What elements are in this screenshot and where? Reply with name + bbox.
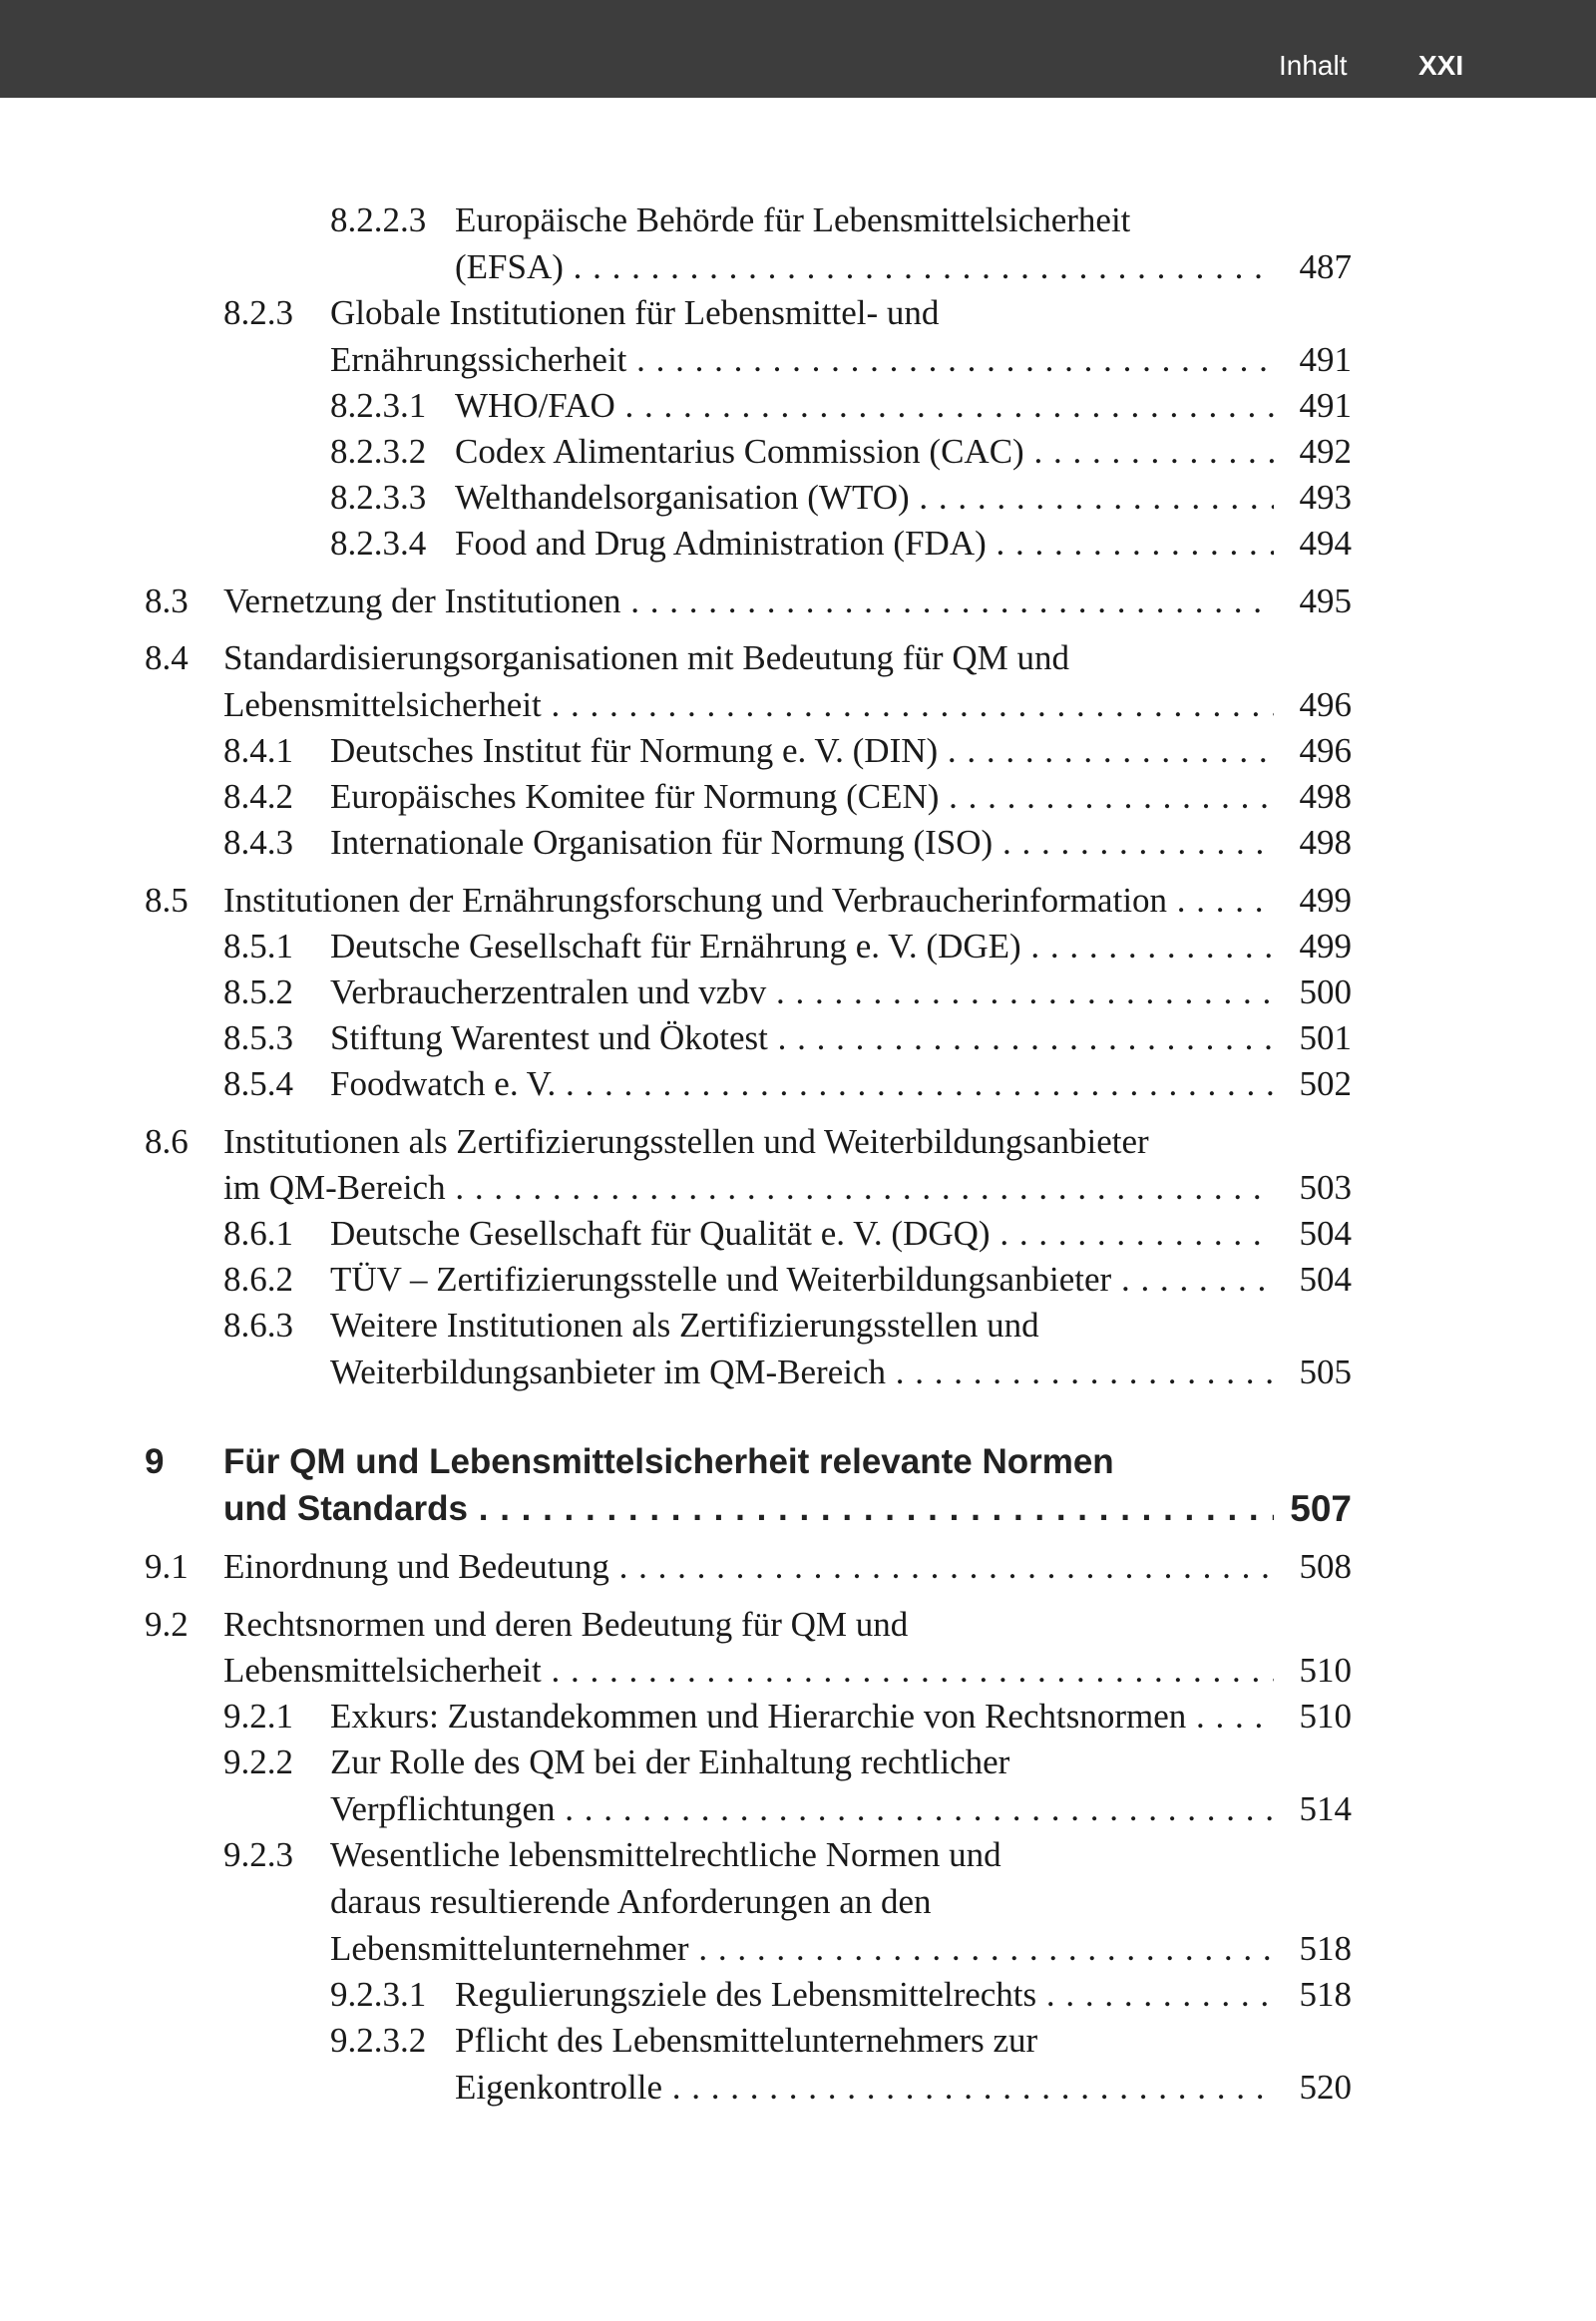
toc-entry-title: Wesentliche lebensmittelrechtliche Normen und <box>330 1835 1001 1874</box>
toc-entry-number: 9.2 <box>145 1605 189 1644</box>
toc-entry-number: 8.5.4 <box>223 1064 293 1103</box>
toc-entry-line <box>0 820 1596 866</box>
toc-entry-number: 8.6.1 <box>223 1214 293 1253</box>
toc-page-number: 507 <box>1290 1488 1352 1529</box>
toc-entry-line <box>0 774 1596 820</box>
toc-entry-line <box>0 1926 1596 1972</box>
toc-entry-line <box>0 1257 1596 1303</box>
toc-entry-title: Exkurs: Zustandekommen und Hierarchie von Rechtsnormen . . . <box>330 1694 1274 1740</box>
toc-entry-title: TÜV – Zertifizierungsstelle und Weiterbildungsanbieter . . . <box>330 1257 1274 1303</box>
toc-entry-number: 9.1 <box>145 1547 189 1586</box>
toc-entry-title: Zur Rolle des QM bei der Einhaltung rechtlicher <box>330 1742 1010 1781</box>
toc-page-number: 495 <box>1299 581 1352 620</box>
toc-entry-line <box>0 579 1596 624</box>
toc-entry-number: 8.5 <box>145 881 189 920</box>
toc-entry-title: Food and Drug Administration (FDA) . . . <box>455 521 1274 567</box>
toc-entry-title: Weiterbildungsanbieter im QM-Bereich . . . <box>330 1350 1274 1395</box>
toc-page-number: 518 <box>1299 1975 1352 2014</box>
toc-page-number: 496 <box>1299 731 1352 770</box>
running-head-page-number: XXI <box>1418 50 1464 81</box>
toc-page-number: 508 <box>1299 1547 1352 1586</box>
toc-entry-line <box>0 1303 1596 1349</box>
toc-entry-title: Welthandelsorganisation (WTO) . . . <box>455 475 1274 521</box>
toc-entry-number: 8.6 <box>145 1122 189 1161</box>
toc-entry-line <box>0 2065 1596 2111</box>
toc-entry-number: 8.3 <box>145 581 189 620</box>
toc-entry-number: 8.2.2.3 <box>330 200 427 239</box>
toc-entry-line <box>0 1015 1596 1061</box>
toc-entry-title: Internationale Organisation für Normung (ISO) . . . <box>330 820 1274 866</box>
toc-page-number: 520 <box>1299 2068 1352 2107</box>
toc-page-number: 504 <box>1299 1214 1352 1253</box>
toc-chapter-line <box>0 1486 1596 1532</box>
toc-entry-number: 8.4.2 <box>223 777 293 816</box>
toc-entry-number: 8.2.3.1 <box>330 386 427 425</box>
toc-chapter-line <box>0 1439 1596 1485</box>
toc-entry-title: Für QM und Lebensmittelsicherheit relevante Normen <box>223 1442 1114 1481</box>
toc-entry-number: 9.2.1 <box>223 1697 293 1736</box>
toc-entry-line <box>0 1740 1596 1785</box>
toc-page-number: 499 <box>1299 927 1352 966</box>
toc-entry-line <box>0 244 1596 290</box>
toc-entry-title: Einordnung und Bedeutung . . . <box>223 1544 1274 1590</box>
toc-page-number: 492 <box>1299 432 1352 471</box>
toc-page-number: 505 <box>1299 1353 1352 1391</box>
toc-entry-line <box>0 1211 1596 1257</box>
toc-page-number: 496 <box>1299 685 1352 724</box>
toc-entry-line <box>0 475 1596 521</box>
toc-page-number: 499 <box>1299 881 1352 920</box>
toc-entry-number: 9 <box>145 1442 165 1481</box>
toc-entry-title: Deutsches Institut für Normung e. V. (DIN) . . . <box>330 728 1274 774</box>
toc-page-number: 487 <box>1299 247 1352 286</box>
page-header <box>0 0 1596 98</box>
toc-entry-title: daraus resultierende Anforderungen an den <box>330 1882 932 1921</box>
toc-page-number: 510 <box>1299 1651 1352 1690</box>
toc-entry-line <box>0 521 1596 567</box>
toc-entry-title: Stiftung Warentest und Ökotest . . . <box>330 1015 1274 1061</box>
toc-entry-number: 8.6.3 <box>223 1306 293 1345</box>
toc-entry-line <box>0 383 1596 429</box>
toc-page-number: 501 <box>1299 1018 1352 1057</box>
toc-page-number: 491 <box>1299 340 1352 379</box>
toc-entry-title: Lebensmittelunternehmer . . . <box>330 1926 1274 1972</box>
toc-entry-title: Eigenkontrolle . . . <box>455 2065 1274 2111</box>
toc-entry-line <box>0 1350 1596 1395</box>
toc-entry-line <box>0 1972 1596 2018</box>
toc-entry-title: Lebensmittelsicherheit . . . <box>223 1648 1274 1694</box>
toc-entry-line <box>0 1119 1596 1165</box>
toc-entry-title: Standardisierungsorganisationen mit Bedeutung für QM und <box>223 638 1069 677</box>
toc-entry-title: Rechtsnormen und deren Bedeutung für QM und <box>223 1605 909 1644</box>
toc-page-number: 518 <box>1299 1929 1352 1968</box>
toc-entry-line <box>0 635 1596 681</box>
toc-entry-line <box>0 1544 1596 1590</box>
toc-entry-line <box>0 1648 1596 1694</box>
toc-entry-title: Verbraucherzentralen und vzbv . . . <box>330 969 1274 1015</box>
toc-page-number: 491 <box>1299 386 1352 425</box>
toc-page-number: 498 <box>1299 777 1352 816</box>
toc-entry-line <box>0 2018 1596 2064</box>
toc-entry-number: 8.4 <box>145 638 189 677</box>
toc-entry-title: Pflicht des Lebensmittelunternehmers zur <box>455 2021 1038 2060</box>
toc-entry-line <box>0 1165 1596 1211</box>
toc-entry-line <box>0 878 1596 924</box>
toc-entry-number: 8.2.3.3 <box>330 478 427 517</box>
toc-entry-title: Ernährungssicherheit . . . <box>330 337 1274 383</box>
toc-entry-title: Deutsche Gesellschaft für Qualität e. V. (DGQ) . . . <box>330 1211 1274 1257</box>
toc-page-number: 514 <box>1299 1789 1352 1828</box>
toc-page-number: 504 <box>1299 1260 1352 1299</box>
toc-entry-title: Lebensmittelsicherheit . . . <box>223 682 1274 728</box>
toc-entry-title: Europäische Behörde für Lebensmittelsicherheit <box>455 200 1131 239</box>
toc-entry-number: 9.2.2 <box>223 1742 293 1781</box>
toc-page-number: 502 <box>1299 1064 1352 1103</box>
toc-entry-number: 8.5.2 <box>223 972 293 1011</box>
toc-entry-number: 8.4.3 <box>223 823 293 862</box>
toc-entry-title: (EFSA) . . . <box>455 244 1274 290</box>
toc-entry-line <box>0 197 1596 243</box>
toc-entry-title: Verpflichtungen . . . <box>330 1786 1274 1832</box>
toc-page-number: 498 <box>1299 823 1352 862</box>
toc-entry-line <box>0 290 1596 336</box>
toc-entry-title: Foodwatch e. V. . . . <box>330 1061 1274 1107</box>
toc-entry-line <box>0 969 1596 1015</box>
toc-entry-line <box>0 1694 1596 1740</box>
toc-entry-line <box>0 924 1596 969</box>
toc-entry-number: 9.2.3.2 <box>330 2021 427 2060</box>
toc-entry-line <box>0 1786 1596 1832</box>
toc-entry-title: Codex Alimentarius Commission (CAC) . . . <box>455 429 1274 475</box>
toc-entry-number: 8.4.1 <box>223 731 293 770</box>
toc-entry-title: und Standards . . . <box>223 1486 1274 1532</box>
toc-entry-number: 8.5.1 <box>223 927 293 966</box>
toc-page-number: 503 <box>1299 1168 1352 1207</box>
toc-entry-number: 8.2.3.4 <box>330 524 427 563</box>
toc-entry-title: Globale Institutionen für Lebensmittel- und <box>330 293 940 332</box>
toc-entry-title: Regulierungsziele des Lebensmittelrechts . . . <box>455 1972 1274 2018</box>
toc-entry-title: Europäisches Komitee für Normung (CEN) . . . <box>330 774 1274 820</box>
toc-entry-line <box>0 1879 1596 1925</box>
toc-page-number: 494 <box>1299 524 1352 563</box>
toc-entry-number: 8.2.3.2 <box>330 432 427 471</box>
toc-entry-line <box>0 1061 1596 1107</box>
toc-entry-line <box>0 1832 1596 1878</box>
toc-entry-line <box>0 337 1596 383</box>
toc-entry-line <box>0 1602 1596 1648</box>
toc-entry-title: Deutsche Gesellschaft für Ernährung e. V. (DGE) . . . <box>330 924 1274 969</box>
toc-page-number: 510 <box>1299 1697 1352 1736</box>
toc-entry-number: 9.2.3.1 <box>330 1975 427 2014</box>
toc-entry-title: WHO/FAO . . . <box>455 383 1274 429</box>
toc-entry-line <box>0 728 1596 774</box>
toc-entry-number: 8.5.3 <box>223 1018 293 1057</box>
toc-entry-line <box>0 429 1596 475</box>
toc-entry-number: 9.2.3 <box>223 1835 293 1874</box>
toc-entry-number: 8.2.3 <box>223 293 293 332</box>
toc-entry-title: Institutionen der Ernährungsforschung und Verbraucherinformation . . . <box>223 878 1274 924</box>
toc-entry-title: Institutionen als Zertifizierungsstellen und Weiterbildungsanbieter <box>223 1122 1149 1161</box>
toc-page-number: 493 <box>1299 478 1352 517</box>
running-head-section: Inhalt <box>1279 50 1348 81</box>
toc-entry-number: 8.6.2 <box>223 1260 293 1299</box>
toc-entry-title: im QM-Bereich . . . <box>223 1165 1274 1211</box>
toc-page-number: 500 <box>1299 972 1352 1011</box>
toc-entry-line <box>0 682 1596 728</box>
toc-entry-title: Vernetzung der Institutionen . . . <box>223 579 1274 624</box>
toc-entry-title: Weitere Institutionen als Zertifizierungsstellen und <box>330 1306 1039 1345</box>
